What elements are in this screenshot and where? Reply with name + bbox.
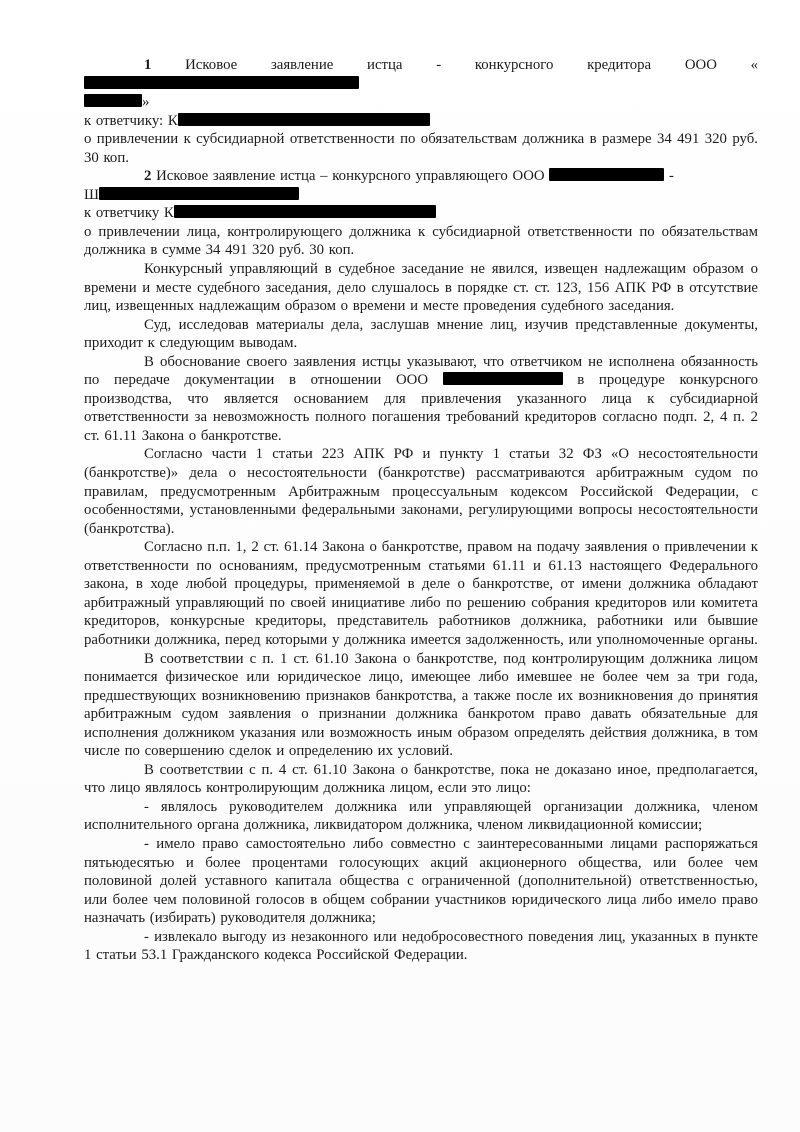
text-run: Согласно п.п. 1, 2 ст. 61.14 Закона о банкротстве, правом на подачу заявления о привлечении к ответственности по основаниям, предусмотренным статьями 61.11 и 61.13 настоящего Федерального закона, в ходе любой процедуры, применяемой в деле о банкротстве, от имени должника обладают арбитражный управляющий по своей инициативе либо по решению собрания кредиторов или комитета кредиторов, конкурсные кредиторы, представитель работников должника, работники или бывшие работники должника, перед которыми у должника имеется задолженность, или уполномоченные органы. — [84, 539, 758, 648]
paragraph-claim-2-subject — [84, 223, 758, 260]
text-run: - — [664, 168, 674, 185]
paragraph-law-61-14 — [84, 538, 758, 649]
text-run: о привлечении лица, контролирующего должника к субсидиарной ответственности по обязательствам должника в сумме 34 491 320 руб. 30 коп. — [84, 223, 758, 259]
text-run: » — [142, 94, 150, 111]
redaction-bar — [443, 372, 563, 385]
text-run: Исковое заявление истца – конкурсного управляющего ООО — [151, 168, 550, 185]
paragraph-claim-2-heading — [84, 167, 758, 204]
redaction-bar — [174, 205, 436, 218]
redaction-bar — [84, 94, 142, 107]
text-run: В соответствии с п. 1 ст. 61.10 Закона о банкротстве, под контролирующим должника лицом понимается физическое или юридическое лицо, имеющее либо имевшее не более чем за три года, предшествующих возникновению признаков банкротства, а также после их возникновения до принятия арбитражным судом заявления о признании должника банкротом право давать обязательные для исполнения должником указания или возможность иным образом определять действия должника, в том числе по совершению сделок и определению их условий. — [84, 650, 758, 760]
redaction-bar — [99, 187, 299, 200]
bullet-shares-control — [84, 835, 758, 928]
paragraph-law-61-10-p4 — [84, 761, 758, 798]
redaction-bar — [178, 113, 430, 126]
text-run: В соответствии с п. 4 ст. 61.10 Закона о банкротстве, пока не доказано иное, предполагается, что лицо являлось контролирующим должника лицом, если это лицо: — [84, 761, 758, 797]
text-run: Согласно части 1 статьи 223 АПК РФ и пункту 1 статьи 32 ФЗ «О несостоятельности (банкротстве)» дела о несостоятельности (банкротстве) рассматриваются арбитражным судом по правилам, предусмотренным Арбитражным процессуальным кодексом Российской Федерации, с особенностями, установленными федеральными законами, регулирующими вопросы несостоятельности (банкротства). — [84, 446, 758, 537]
redaction-bar — [549, 168, 664, 181]
paragraph-claim-1-subject — [84, 130, 758, 167]
paragraph-court-review — [84, 316, 758, 353]
paragraph-claim-2-defendant — [84, 204, 758, 223]
text-run: о привлечении к субсидиарной ответственности по обязательствам должника в размере 34 491 320 руб. 30 коп. — [84, 131, 758, 166]
text-run: - являлось руководителем должника или управляющей организации должника, членом исполнительного органа должника, ликвидатором должника, членом ликвидационной комиссии; — [84, 798, 758, 834]
paragraph-claim-1-heading — [84, 56, 758, 112]
text-run: - извлекало выгоду из незаконного или недобросовестного поведения лиц, указанных в пункте 1 статьи 53.1 Гражданского кодекса Российской Федерации. — [84, 928, 758, 964]
bullet-head-of-debtor — [84, 798, 758, 835]
text-run: Ш — [84, 186, 99, 203]
claim-number: 1 — [144, 57, 152, 73]
paragraph-hearing-absence — [84, 260, 758, 316]
text-run: Исковое заявление истца - конкурсного кредитора ООО « — [151, 57, 758, 73]
paragraph-apk-223 — [84, 445, 758, 538]
paragraph-claim-1-defendant — [84, 112, 758, 131]
text-run: В обоснование своего заявления истцы указывают, что ответчиком не исполнена обязанность по передаче документации в отношении ООО — [84, 353, 758, 389]
text-run: к ответчику: К — [84, 112, 178, 129]
text-run: к ответчику К — [84, 205, 174, 222]
redaction-bar — [84, 76, 359, 89]
text-run: Суд, исследовав материалы дела, заслушав мнение лиц, изучив представленные документы, приходит к следующим выводам. — [84, 316, 758, 352]
paragraph-law-61-10-p1 — [84, 650, 758, 761]
text-run: Конкурсный управляющий в судебное заседание не явился, извещен надлежащим образом о времени и месте судебного заседания, дело слушалось в порядке ст. ст. 123, 156 АПК РФ в отсутствие лиц, извещенных надлежащим образом о времени и месте проведения судебного заседания. — [84, 261, 758, 315]
text-run: - имело право самостоятельно либо совместно с заинтересованными лицами распоряжаться пятьюдесятью и более процентами голосующих акций акционерного общества, или более чем половиной долей уставного капитала общества с ограниченной (дополнительной) ответственностью, или более чем половиной голосов в общем собрании участников юридического лица либо имело право назначать (избирать) руководителя должника; — [84, 835, 758, 927]
bullet-benefit — [84, 928, 758, 965]
claim-number: 2 — [144, 168, 152, 185]
text-run: в процедуре конкурсного производства, что является основанием для привлечения указанного лица к субсидиарной ответственности за невозможность полного погашения требований кредиторов согласно подп. 2, 4 п. 2 ст. 61.11 Закона о банкротстве. — [84, 372, 758, 444]
paragraph-claim-grounds — [84, 353, 758, 446]
